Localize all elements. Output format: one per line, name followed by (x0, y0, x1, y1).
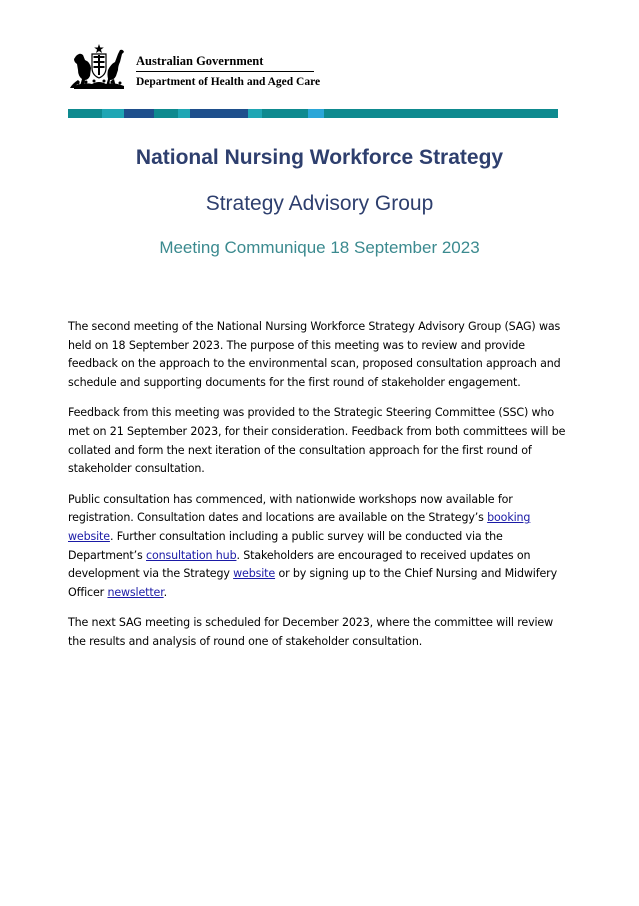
consultation-hub-link[interactable]: consultation hub (146, 548, 237, 562)
page-title: National Nursing Workforce Strategy (135, 146, 504, 169)
paragraph-3-text: . Further consultation including a public survey will be conducted via the Department’s (68, 529, 503, 562)
paragraph-4: The next SAG meeting is scheduled for December 2023, where the committee will review the results and analysis of round one of stakeholder consultation. (68, 616, 554, 648)
government-header (68, 42, 328, 92)
paragraph-3-text: . Stakeholders are encouraged to received updates on development via the Strategy (68, 548, 531, 581)
paragraph-3-text: . (163, 585, 168, 599)
communique-heading: Meeting Communique 18 September 2023 (159, 238, 480, 257)
newsletter-link[interactable]: newsletter (107, 585, 164, 599)
department-name: Department of Health and Aged Care (136, 76, 321, 88)
paragraph-3-text: Public consultation has commenced, with nationwide workshops now available for registration. Consultation dates and locations are available on the Strategy’s (68, 492, 513, 525)
paragraph-2: Feedback from this meeting was provided to the Strategic Steering Committee (SSC) who met on 21 September 2023, for their consideration. Feedback from both committees will be collated and form the next iteration of the consultation approach for the first round of stakeholder consultation. (68, 406, 566, 476)
communique-body (68, 318, 574, 664)
decorative-color-stripe (68, 109, 558, 118)
page-subtitle: Strategy Advisory Group (205, 192, 434, 215)
commonwealth-coat-of-arms-icon (68, 42, 130, 90)
booking-website-link[interactable]: booking website (68, 511, 531, 543)
strategy-website-link[interactable]: website (233, 567, 276, 581)
government-name: Australian Government (136, 54, 264, 68)
paragraph-3 (68, 491, 574, 603)
paragraph-3-text: or by signing up to the Chief Nursing and Midwifery Officer (68, 567, 557, 599)
header-divider (136, 71, 314, 72)
paragraph-1: The second meeting of the National Nursing Workforce Strategy Advisory Group (SAG) was held on 18 September 2023. The purpose of this meeting was to review and provide feedback on the approach to the environmental scan, proposed consultation approach and schedule and supporting documents for the first round of stakeholder engagement. (68, 320, 561, 389)
